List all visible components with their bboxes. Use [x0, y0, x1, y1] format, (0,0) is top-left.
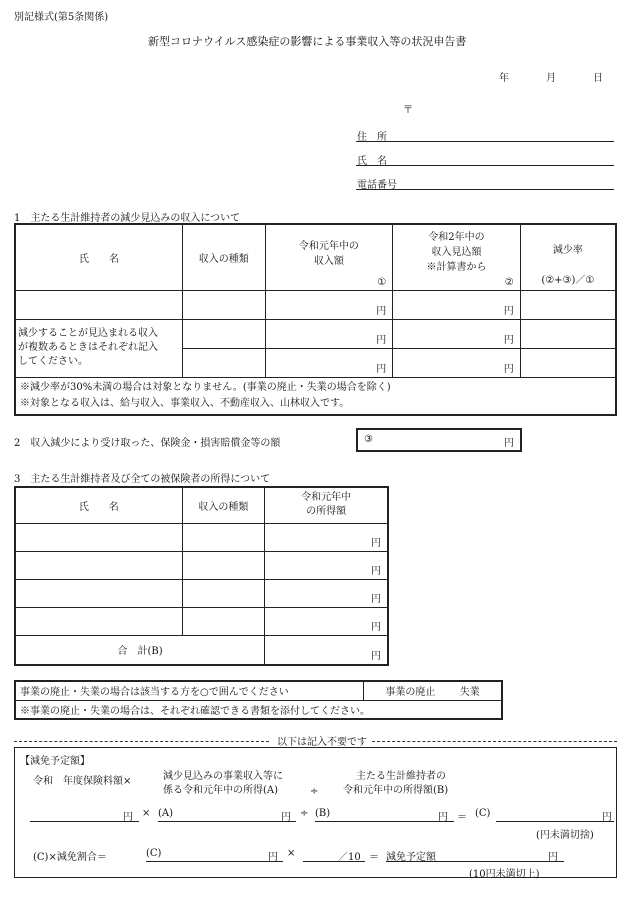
closure-question: 事業の廃止・失業の場合は該当する方を○で囲んでください	[15, 681, 364, 700]
result-field[interactable]	[386, 861, 564, 862]
calc-premium-label: 令和 年度保険料額×	[33, 776, 132, 787]
yen-unit: 円	[504, 438, 514, 449]
s1-col-r2-line2: 収入見込額	[431, 247, 482, 258]
closure-table	[14, 680, 503, 720]
s1-notes	[15, 377, 616, 415]
address-field[interactable]	[356, 141, 614, 142]
date-month-label: 月	[546, 73, 556, 84]
s1-rate-cell[interactable]	[520, 348, 616, 377]
s3-total-cell[interactable]	[265, 635, 388, 665]
s1-col-rate	[520, 224, 616, 290]
label-c: (C)	[475, 808, 491, 819]
s3-income-cell[interactable]	[265, 523, 388, 551]
s1-r1-cell[interactable]	[265, 348, 393, 377]
s1-rate-cell[interactable]	[520, 319, 616, 348]
s3-income-cell[interactable]	[265, 607, 388, 635]
yen-unit: 円	[503, 305, 514, 317]
closure-note: ※事業の廃止・失業の場合は、それぞれ確認できる書類を添付してください。	[15, 700, 502, 719]
s1-col-rate-label: 減少率	[552, 245, 583, 256]
table-row	[15, 290, 616, 319]
yen-unit: 円	[376, 334, 387, 346]
table-row	[15, 319, 616, 348]
yen-unit: 円	[503, 363, 514, 375]
s1-r2-cell[interactable]	[393, 290, 521, 319]
s1-multi-note-3: してください。	[18, 356, 88, 367]
label-a: (A)	[158, 808, 174, 819]
yen-unit: 円	[371, 565, 381, 577]
rounding-c-note: (円未満切捨)	[536, 830, 594, 841]
s3-name-cell[interactable]	[15, 523, 182, 551]
calc-income-a-line1: 減少見込みの事業収入等に	[163, 771, 283, 782]
s1-type-cell[interactable]	[182, 319, 265, 348]
s3-type-cell[interactable]	[182, 551, 265, 579]
s1-type-cell[interactable]	[182, 290, 265, 319]
s3-income-cell[interactable]	[265, 579, 388, 607]
s1-col-r2-income	[393, 224, 521, 290]
c-times-rate-label: (C)×減免割合＝	[33, 852, 107, 863]
name-label: 氏 名	[357, 156, 387, 167]
calc-divide-sign: ÷	[310, 786, 319, 797]
table-row	[15, 551, 388, 579]
income-a-field[interactable]	[158, 821, 296, 822]
s3-type-cell[interactable]	[182, 579, 265, 607]
yen-unit: 円	[548, 852, 558, 863]
name-field[interactable]	[356, 165, 614, 166]
times-sign: ×	[287, 848, 296, 859]
s1-col-r1-line1: 令和元年中の	[298, 241, 359, 252]
s3-name-cell[interactable]	[15, 551, 182, 579]
yen-unit: 円	[371, 621, 381, 633]
section3-heading: 3 主たる生計維持者及び全ての被保険者の所得について	[14, 474, 271, 485]
s1-type-cell[interactable]	[182, 348, 265, 377]
s3-col-name: 氏 名	[15, 487, 182, 523]
section1-heading: 1 主たる生計維持者の減少見込みの収入について	[14, 213, 241, 224]
s1-rate-cell[interactable]	[520, 290, 616, 319]
s3-col-income-line2: の所得額	[306, 506, 347, 518]
s1-col-r1-num: ①	[377, 276, 387, 288]
s1-col-type: 収入の種類	[182, 224, 265, 290]
equals-sign: ＝	[369, 852, 379, 863]
yen-unit: 円	[281, 812, 291, 823]
table-row	[15, 579, 388, 607]
yen-unit: 円	[268, 852, 278, 863]
yen-unit: 円	[602, 812, 612, 823]
s1-r1-cell[interactable]	[265, 319, 393, 348]
yen-unit: 円	[371, 651, 381, 662]
s1-r2-cell[interactable]	[393, 348, 521, 377]
divide-sign: ÷	[300, 808, 309, 819]
calc-income-b-line2: 令和元年中の所得額(B)	[343, 785, 449, 796]
yen-unit: 円	[376, 363, 387, 375]
s3-name-cell[interactable]	[15, 579, 182, 607]
yen-unit: 円	[503, 334, 514, 346]
s3-income-cell[interactable]	[265, 551, 388, 579]
date-year-label: 年	[499, 73, 509, 84]
s1-col-name: 氏 名	[15, 224, 182, 290]
calc-income-b-line1: 主たる生計維持者の	[356, 771, 446, 782]
yen-unit: 円	[123, 812, 133, 823]
s3-type-cell[interactable]	[182, 607, 265, 635]
s2-num: ③	[364, 434, 373, 445]
table-row	[15, 635, 388, 665]
form-label: 別記様式(第5条関係)	[14, 12, 109, 23]
divider-label: 以下は記入不要です	[277, 737, 367, 748]
equals-sign: ＝	[457, 812, 467, 823]
document-title: 新型コロナウイルス感染症の影響による事業収入等の状況申告書	[148, 35, 467, 48]
yen-unit: 円	[371, 593, 381, 605]
label-c: (C)	[146, 848, 162, 859]
s3-col-income	[265, 487, 388, 523]
closure-options	[364, 681, 502, 700]
s1-col-r1-income	[265, 224, 393, 290]
result-c-field[interactable]	[496, 821, 614, 822]
divider-left	[14, 741, 269, 742]
s1-multi-note-1: 減少することが見込まれる収入	[18, 328, 158, 339]
over-ten-label: ／10	[338, 852, 361, 863]
section3-table	[14, 486, 389, 666]
income-b-field[interactable]	[315, 821, 454, 822]
s1-note-1: ※減少率が30%未満の場合は対象となりません。(事業の廃止・失業の場合を除く)	[20, 381, 391, 393]
table-row	[15, 607, 388, 635]
result-label: 減免予定額	[386, 852, 436, 863]
s3-total-label: 合 計(B)	[15, 635, 265, 665]
section2-heading: 2 収入減少により受け取った、保険金・損害賠償金等の額	[14, 438, 281, 449]
section2-amount-box[interactable]	[356, 428, 522, 452]
s3-name-cell[interactable]	[15, 607, 182, 635]
option-unemployment[interactable]: 失業	[459, 687, 480, 699]
yen-unit: 円	[371, 537, 381, 549]
s3-col-income-line1: 令和元年中	[301, 492, 352, 504]
date-day-label: 日	[593, 73, 603, 84]
c-field[interactable]	[146, 861, 283, 862]
address-label: 住 所	[357, 132, 387, 143]
s1-r2-cell[interactable]	[393, 319, 521, 348]
rounding-result-note: (10円未満切上)	[469, 869, 540, 880]
yen-unit: 円	[376, 305, 387, 317]
s1-multi-note-2: が複数あるときはそれぞれ記入	[18, 342, 158, 353]
option-closure[interactable]: 事業の廃止	[385, 687, 436, 699]
s3-col-type: 収入の種類	[182, 487, 265, 523]
s1-col-r2-line1: 令和2年中の	[428, 232, 485, 243]
postal-mark: 〒	[403, 105, 413, 116]
s1-note-2: ※対象となる収入は、給与収入、事業収入、不動産収入、山林収入です。	[20, 397, 350, 409]
s1-name-cell[interactable]	[15, 290, 182, 319]
section1-table	[14, 223, 617, 416]
times-sign: ×	[142, 808, 151, 819]
s1-r1-cell[interactable]	[265, 290, 393, 319]
s1-col-r2-num: ②	[504, 276, 514, 288]
s3-type-cell[interactable]	[182, 523, 265, 551]
calc-income-a-line2: 係る令和元年中の所得(A)	[163, 785, 279, 796]
divider-right	[372, 741, 617, 742]
s1-col-r2-line3: ※計算書から	[426, 262, 487, 273]
s1-col-r1-line2: 収入額	[313, 256, 344, 267]
yen-unit: 円	[438, 812, 448, 823]
s1-multi-note	[15, 319, 182, 377]
label-b: (B)	[315, 808, 331, 819]
s1-col-rate-formula: (②+③)／①	[541, 275, 595, 286]
calc-heading: 【減免予定額】	[20, 756, 90, 767]
phone-field[interactable]	[356, 189, 614, 190]
table-row	[15, 523, 388, 551]
phone-label: 電話番号	[357, 180, 397, 191]
